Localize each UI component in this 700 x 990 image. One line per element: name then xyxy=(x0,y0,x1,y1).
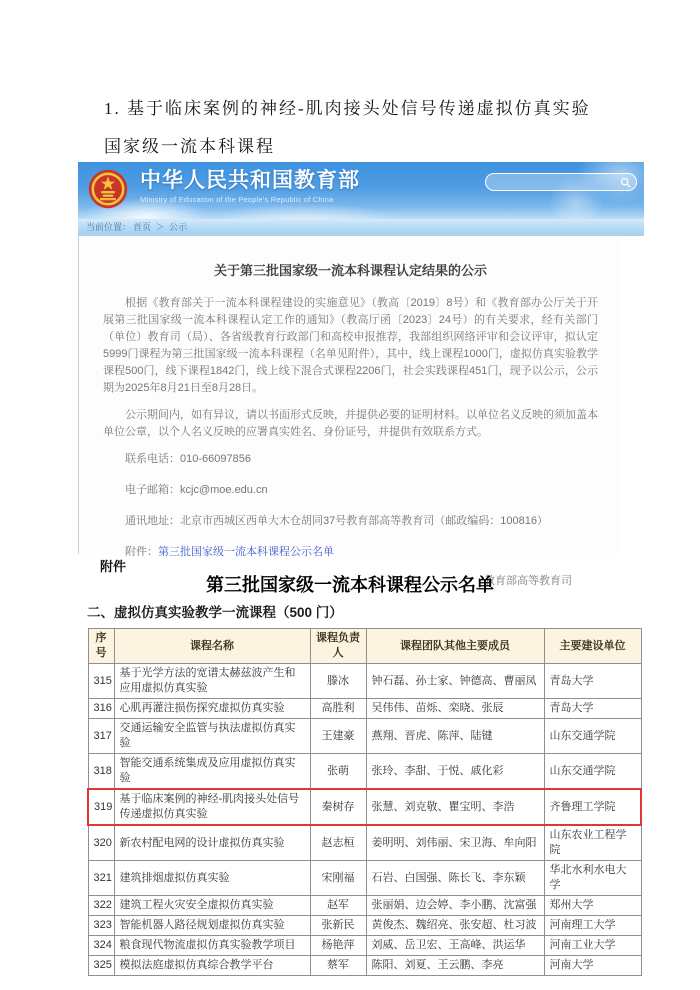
search-icon[interactable] xyxy=(620,177,631,188)
table-row xyxy=(88,956,641,976)
cell-leader: 蔡军 xyxy=(310,956,366,976)
cell-unit: 河南大学 xyxy=(544,956,641,976)
document-heading xyxy=(104,90,624,166)
cell-unit: 山东农业工程学院 xyxy=(544,825,641,861)
cell-team: 黄俊杰、魏绍亮、张安超、杜习波 xyxy=(366,916,544,936)
breadcrumb-prefix: 当前位置： xyxy=(86,222,132,232)
breadcrumb xyxy=(78,219,644,236)
table-row xyxy=(88,916,641,936)
contact-phone: 联系电话：010-66097856 xyxy=(125,453,251,465)
moe-website-screenshot xyxy=(78,162,644,587)
cell-team: 姜明明、刘伟丽、宋卫海、牟向阳 xyxy=(366,825,544,861)
cell-name: 基于光学方法的宽谱太赫兹波产生和应用虚拟仿真实验 xyxy=(114,664,310,699)
cell-name: 智能机器人路径规划虚拟仿真实验 xyxy=(114,916,310,936)
attachment-prefix: 附件： xyxy=(125,546,158,558)
breadcrumb-current[interactable]: 公示 xyxy=(169,222,188,232)
notice-paragraph-1: 根据《教育部关于一流本科课程建设的实施意见》（教高〔2019〕8号）和《教育部办公厅关于开展第三批国家级一流本科课程认定工作的通知》（教高厅函〔2023〕24号）的有关要求，经有关部门（单位）教育司（局）、各省级教育行政部门和高校申报推荐，我部组织网络评审和会议评审，拟认定5999门课程为第三批国家级一流本科课程（名单见附件），其中，线上课程1000门，虚拟仿真实验教学课程500门，线下课程1842门，线上线下混合式课程2206门，社会实践课程451门，现予以公示，公示期为2025年8月21日至8月28日。 xyxy=(103,297,598,394)
cell-name: 粮食现代物流虚拟仿真实验教学项目 xyxy=(114,936,310,956)
contact-email: 电子邮箱：kcjc@moe.edu.cn xyxy=(125,484,268,496)
cell-leader: 宋刚福 xyxy=(310,861,366,896)
cell-leader: 张新民 xyxy=(310,916,366,936)
table-row xyxy=(88,754,641,790)
cell-no: 322 xyxy=(88,896,114,916)
cell-leader: 秦树存 xyxy=(310,789,366,825)
cell-name: 建筑工程火灾安全虚拟仿真实验 xyxy=(114,896,310,916)
cell-team: 钟石磊、孙士家、钟德高、曹丽凤 xyxy=(366,664,544,699)
header-name: 课程名称 xyxy=(114,629,310,664)
site-title-en: Ministry of Education of the People's Republic of China xyxy=(140,195,334,204)
cell-team: 燕翔、晋虎、陈萍、陆键 xyxy=(366,719,544,754)
cell-unit: 郑州大学 xyxy=(544,896,641,916)
cell-leader: 赵军 xyxy=(310,896,366,916)
cell-no: 323 xyxy=(88,916,114,936)
cell-no: 324 xyxy=(88,936,114,956)
heading-line-2: 国家级一流本科课程 xyxy=(104,137,275,156)
cell-team: 石岩、白国强、陈长飞、李东颖 xyxy=(366,861,544,896)
china-national-emblem-icon xyxy=(88,169,128,209)
notice-title: 关于第三批国家级一流本科课程认定结果的公示 xyxy=(213,263,487,278)
cell-no: 315 xyxy=(88,664,114,699)
section-heading: 二、虚拟仿真实验教学一流课程（500 门） xyxy=(87,605,343,620)
cell-unit: 青岛大学 xyxy=(544,699,641,719)
course-table-head xyxy=(88,629,641,664)
cell-leader: 张萌 xyxy=(310,754,366,790)
course-table-body xyxy=(88,664,641,976)
notice-body xyxy=(78,236,622,587)
cell-unit: 青岛大学 xyxy=(544,664,641,699)
cell-name: 智能交通系统集成及应用虚拟仿真实验 xyxy=(114,754,310,790)
attachment-label: 附件 xyxy=(100,559,127,574)
table-row xyxy=(88,789,641,825)
table-row xyxy=(88,936,641,956)
site-title-block xyxy=(140,169,360,204)
table-row xyxy=(88,825,641,861)
cell-unit: 山东交通学院 xyxy=(544,719,641,754)
department-signature: 教育部高等教育司 xyxy=(484,575,572,587)
header-row xyxy=(88,629,641,664)
breadcrumb-separator: ＞ xyxy=(155,222,165,232)
cell-no: 318 xyxy=(88,754,114,790)
cell-no: 317 xyxy=(88,719,114,754)
breadcrumb-home-link[interactable]: 首页 xyxy=(133,222,152,232)
heading-line-1: 1. 基于临床案例的神经-肌肉接头处信号传递虚拟仿真实验 xyxy=(104,99,591,118)
table-row xyxy=(88,719,641,754)
cell-name: 新农村配电网的设计虚拟仿真实验 xyxy=(114,825,310,861)
cell-name: 交通运输安全监管与执法虚拟仿真实验 xyxy=(114,719,310,754)
cell-name: 模拟法庭虚拟仿真综合教学平台 xyxy=(114,956,310,976)
site-banner xyxy=(78,162,644,219)
cell-unit: 华北水利水电大学 xyxy=(544,861,641,896)
header-no: 序号 xyxy=(88,629,114,664)
cell-no: 316 xyxy=(88,699,114,719)
search-input[interactable] xyxy=(485,173,637,191)
cell-leader: 高胜利 xyxy=(310,699,366,719)
cell-leader: 王建豪 xyxy=(310,719,366,754)
cell-unit: 河南工业大学 xyxy=(544,936,641,956)
cell-unit: 河南理工大学 xyxy=(544,916,641,936)
cell-no: 325 xyxy=(88,956,114,976)
attachment-link[interactable]: 第三批国家级一流本科课程公示名单 xyxy=(158,546,334,558)
cell-leader: 赵志桓 xyxy=(310,825,366,861)
table-row xyxy=(88,861,641,896)
course-list-title: 第三批国家级一流本科课程公示名单 xyxy=(206,575,494,595)
cell-team: 吴伟伟、苗烁、栾晓、张辰 xyxy=(366,699,544,719)
cell-unit: 齐鲁理工学院 xyxy=(544,789,641,825)
header-leader: 课程负责人 xyxy=(310,629,366,664)
site-title-zh: 中华人民共和国教育部 xyxy=(140,169,360,192)
cell-no: 321 xyxy=(88,861,114,896)
cell-team: 张慧、刘克敬、瞿宝明、李浩 xyxy=(366,789,544,825)
cell-no: 320 xyxy=(88,825,114,861)
cell-team: 张玲、李甜、于悦、戚化彩 xyxy=(366,754,544,790)
table-row xyxy=(88,699,641,719)
header-unit: 主要建设单位 xyxy=(544,629,641,664)
cell-team: 刘威、岳卫宏、王高峰、洪运华 xyxy=(366,936,544,956)
table-row xyxy=(88,664,641,699)
cell-unit: 山东交通学院 xyxy=(544,754,641,790)
table-row xyxy=(88,896,641,916)
cell-team: 张丽娟、边会婷、李小鹏、沈富强 xyxy=(366,896,544,916)
cell-leader: 滕冰 xyxy=(310,664,366,699)
cell-no: 319 xyxy=(88,789,114,825)
cell-leader: 杨艳萍 xyxy=(310,936,366,956)
cell-team: 陈阳、刘夏、王云鹏、李亮 xyxy=(366,956,544,976)
contact-address: 通讯地址：北京市西城区西单大木仓胡同37号教育部高等教育司（邮政编码：100816） xyxy=(125,515,548,527)
cell-name: 建筑排烟虚拟仿真实验 xyxy=(114,861,310,896)
notice-paragraph-2: 公示期间内，如有异议，请以书面形式反映，并提供必要的证明材料。以单位名义反映的须加盖本单位公章，以个人名义反映的应署真实姓名、身份证号，并提供有效联系方式。 xyxy=(103,409,598,438)
cell-name: 心肌再灌注损伤探究虚拟仿真实验 xyxy=(114,699,310,719)
header-team: 课程团队其他主要成员 xyxy=(366,629,544,664)
cell-name: 基于临床案例的神经-肌肉接头处信号传递虚拟仿真实验 xyxy=(114,789,310,825)
notice-attachment-line xyxy=(103,544,598,561)
course-table xyxy=(87,628,642,976)
